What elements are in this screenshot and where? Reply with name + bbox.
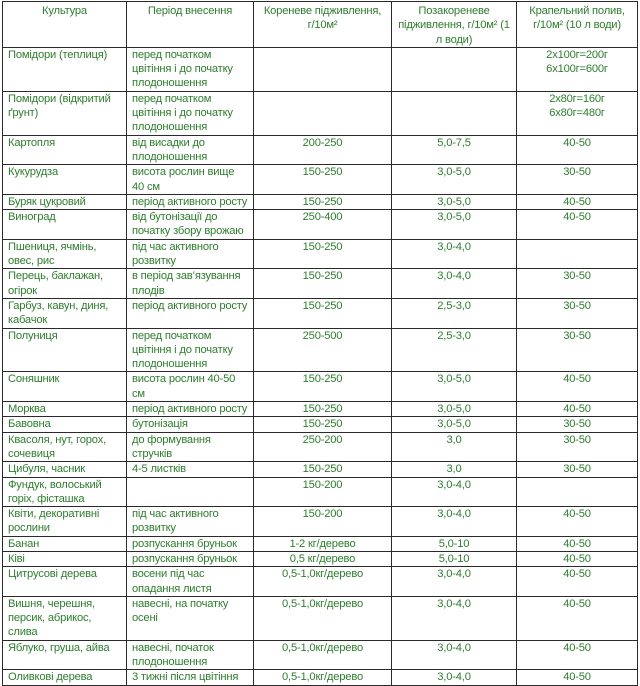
table-row — [3, 210, 638, 240]
table-row — [3, 432, 638, 462]
period-cell: період активного росту — [127, 298, 254, 328]
table-row — [3, 47, 638, 91]
period-cell: розпускання бруньок — [127, 536, 254, 551]
period-cell: перед початком цвітіння і до початку плодоношення — [127, 91, 254, 135]
root-feeding-cell: 0,5-1,0кг/дерево — [254, 640, 392, 670]
foliar-feeding-cell: 5,0-10 — [392, 551, 517, 566]
table-row — [3, 239, 638, 269]
period-cell: восени під час опадання листя — [127, 567, 254, 597]
drip-irrigation-cell: 30-50 — [517, 432, 638, 462]
drip-irrigation-cell: 2x80г=160г 6x80г=480г — [517, 91, 638, 135]
crop-cell: Цитрусові дерева — [3, 567, 127, 597]
crop-cell: Яблуко, груша, айва — [3, 640, 127, 670]
crop-cell: Помідори (теплиця) — [3, 47, 127, 91]
root-feeding-cell — [254, 91, 392, 135]
root-feeding-cell: 150-200 — [254, 477, 392, 507]
drip-irrigation-cell: 30-50 — [517, 328, 638, 372]
crop-cell: Помідори (відкритий ґрунт) — [3, 91, 127, 135]
crop-cell: Перець, баклажан, огірок — [3, 269, 127, 299]
crop-cell: Картопля — [3, 135, 127, 165]
foliar-feeding-cell: 3,0 — [392, 462, 517, 477]
drip-irrigation-cell: 40-50 — [517, 135, 638, 165]
period-cell: до формування стручків — [127, 432, 254, 462]
foliar-feeding-cell: 2,5-3,0 — [392, 298, 517, 328]
foliar-feeding-cell: 3,0-5,0 — [392, 210, 517, 240]
crop-cell: Цибуля, часник — [3, 462, 127, 477]
table-row — [3, 567, 638, 597]
table-row — [3, 507, 638, 537]
root-feeding-cell: 150-250 — [254, 298, 392, 328]
root-feeding-cell: 150-250 — [254, 462, 392, 477]
table-row — [3, 670, 638, 685]
table-row — [3, 298, 638, 328]
period-cell: навесні, на початку осені — [127, 596, 254, 640]
period-cell: від висадки до плодоношення — [127, 135, 254, 165]
table-row — [3, 135, 638, 165]
foliar-feeding-cell: 3,0-5,0 — [392, 372, 517, 402]
root-feeding-cell: 150-250 — [254, 194, 392, 209]
table-row — [3, 462, 638, 477]
root-feeding-cell: 250-400 — [254, 210, 392, 240]
drip-irrigation-cell: 40-50 — [517, 640, 638, 670]
period-cell: висота рослин вище 40 см — [127, 165, 254, 195]
table-row — [3, 417, 638, 432]
drip-irrigation-cell — [517, 477, 638, 507]
foliar-feeding-cell: 3,0 — [392, 432, 517, 462]
root-feeding-cell: 150-200 — [254, 507, 392, 537]
root-feeding-cell — [254, 47, 392, 91]
crop-cell: Квасоля, нут, горох, сочевиця — [3, 432, 127, 462]
drip-irrigation-cell: 30-50 — [517, 165, 638, 195]
period-cell: період активного росту — [127, 194, 254, 209]
drip-irrigation-cell: 40-50 — [517, 402, 638, 417]
drip-irrigation-cell: 40-50 — [517, 372, 638, 402]
foliar-feeding-cell: 3,0-5,0 — [392, 165, 517, 195]
root-feeding-cell: 0,5-1,0кг/дерево — [254, 670, 392, 685]
table-row — [3, 402, 638, 417]
root-feeding-cell: 150-250 — [254, 417, 392, 432]
crop-cell: Полуниця — [3, 328, 127, 372]
drip-irrigation-cell — [517, 239, 638, 269]
foliar-feeding-cell: 3,0-4,0 — [392, 477, 517, 507]
foliar-feeding-cell: 3,0-4,0 — [392, 670, 517, 685]
table-row — [3, 640, 638, 670]
crop-cell: Вишня, черешня, персик, абрикос, слива — [3, 596, 127, 640]
period-cell: 4-5 листків — [127, 462, 254, 477]
foliar-feeding-cell: 2,5-3,0 — [392, 328, 517, 372]
table-row — [3, 165, 638, 195]
drip-irrigation-cell: 40-50 — [517, 194, 638, 209]
table-row — [3, 536, 638, 551]
drip-irrigation-cell: 30-50 — [517, 298, 638, 328]
crop-cell: Морква — [3, 402, 127, 417]
header-root-feeding: Кореневе підживлення, г/10м² — [254, 2, 392, 48]
foliar-feeding-cell: 3,0-4,0 — [392, 640, 517, 670]
root-feeding-cell: 150-250 — [254, 239, 392, 269]
foliar-feeding-cell — [392, 47, 517, 91]
crop-cell: Кукурудза — [3, 165, 127, 195]
root-feeding-cell: 250-200 — [254, 432, 392, 462]
table-row — [3, 372, 638, 402]
period-cell: під час активного розвитку — [127, 507, 254, 537]
fertilizer-table — [2, 1, 638, 686]
foliar-feeding-cell: 3,0-4,0 — [392, 567, 517, 597]
crop-cell: Фундук, волоський горіх, фісташка — [3, 477, 127, 507]
foliar-feeding-cell: 3,0-4,0 — [392, 269, 517, 299]
crop-cell: Гарбуз, кавун, диня, кабачок — [3, 298, 127, 328]
table-body — [3, 47, 638, 685]
period-cell: висота рослин 40-50 см — [127, 372, 254, 402]
table-row — [3, 328, 638, 372]
period-cell: період активного росту — [127, 402, 254, 417]
root-feeding-cell: 250-500 — [254, 328, 392, 372]
crop-cell: Виноград — [3, 210, 127, 240]
root-feeding-cell: 200-250 — [254, 135, 392, 165]
table-row — [3, 269, 638, 299]
root-feeding-cell: 0,5-1,0кг/дерево — [254, 596, 392, 640]
foliar-feeding-cell: 3,0-5,0 — [392, 417, 517, 432]
drip-irrigation-cell: 40-50 — [517, 567, 638, 597]
period-cell: в період зав’язування плодів — [127, 269, 254, 299]
period-cell: від бутонізації до початку збору врожаю — [127, 210, 254, 240]
drip-irrigation-cell: 2x100г=200г 6x100г=600г — [517, 47, 638, 91]
header-crop: Культура — [3, 2, 127, 48]
crop-cell: Пшениця, ячмінь, овес, рис — [3, 239, 127, 269]
foliar-feeding-cell: 3,0-5,0 — [392, 402, 517, 417]
root-feeding-cell: 0,5-1,0кг/дерево — [254, 567, 392, 597]
foliar-feeding-cell: 5,0-7,5 — [392, 135, 517, 165]
drip-irrigation-cell: 40-50 — [517, 536, 638, 551]
drip-irrigation-cell: 40-50 — [517, 670, 638, 685]
header-foliar-feeding: Позакореневе підживлення, г/10м² (1 л води) — [392, 2, 517, 48]
header-period: Період внесення — [127, 2, 254, 48]
drip-irrigation-cell: 40-50 — [517, 596, 638, 640]
drip-irrigation-cell: 30-50 — [517, 462, 638, 477]
foliar-feeding-cell: 5,0-10 — [392, 536, 517, 551]
root-feeding-cell: 150-250 — [254, 165, 392, 195]
drip-irrigation-cell: 30-50 — [517, 269, 638, 299]
drip-irrigation-cell: 40-50 — [517, 210, 638, 240]
table-row — [3, 91, 638, 135]
table-row — [3, 596, 638, 640]
table-header-row — [3, 2, 638, 48]
crop-cell: Буряк цукровий — [3, 194, 127, 209]
foliar-feeding-cell: 3,0-4,0 — [392, 507, 517, 537]
foliar-feeding-cell: 3,0-4,0 — [392, 596, 517, 640]
table-row — [3, 194, 638, 209]
table-row — [3, 477, 638, 507]
drip-irrigation-cell: 40-50 — [517, 507, 638, 537]
root-feeding-cell: 0,5 кг/дерево — [254, 551, 392, 566]
foliar-feeding-cell: 3,0-5,0 — [392, 194, 517, 209]
root-feeding-cell: 150-250 — [254, 269, 392, 299]
drip-irrigation-cell: 30-50 — [517, 417, 638, 432]
foliar-feeding-cell — [392, 91, 517, 135]
drip-irrigation-cell: 40-50 — [517, 551, 638, 566]
period-cell: під час активного розвитку — [127, 239, 254, 269]
root-feeding-cell: 1-2 кг/дерево — [254, 536, 392, 551]
crop-cell: Ківі — [3, 551, 127, 566]
crop-cell: Квіти, декоративні рослини — [3, 507, 127, 537]
crop-cell: Банан — [3, 536, 127, 551]
period-cell — [127, 477, 254, 507]
period-cell: перед початком цвітіння і до початку плодоношення — [127, 47, 254, 91]
period-cell: перед початком цвітіння і до початку плодоношення — [127, 328, 254, 372]
header-drip-irrigation: Крапельний полив, г/10м² (10 л води) — [517, 2, 638, 48]
period-cell: бутонізація — [127, 417, 254, 432]
root-feeding-cell: 150-250 — [254, 372, 392, 402]
period-cell: 3 тижні після цвітіння — [127, 670, 254, 685]
period-cell: розпускання бруньок — [127, 551, 254, 566]
period-cell: навесні, початок плодоношення — [127, 640, 254, 670]
root-feeding-cell: 150-250 — [254, 402, 392, 417]
crop-cell: Бавовна — [3, 417, 127, 432]
foliar-feeding-cell: 3,0-4,0 — [392, 239, 517, 269]
crop-cell: Оливкові дерева — [3, 670, 127, 685]
crop-cell: Соняшник — [3, 372, 127, 402]
table-row — [3, 551, 638, 566]
